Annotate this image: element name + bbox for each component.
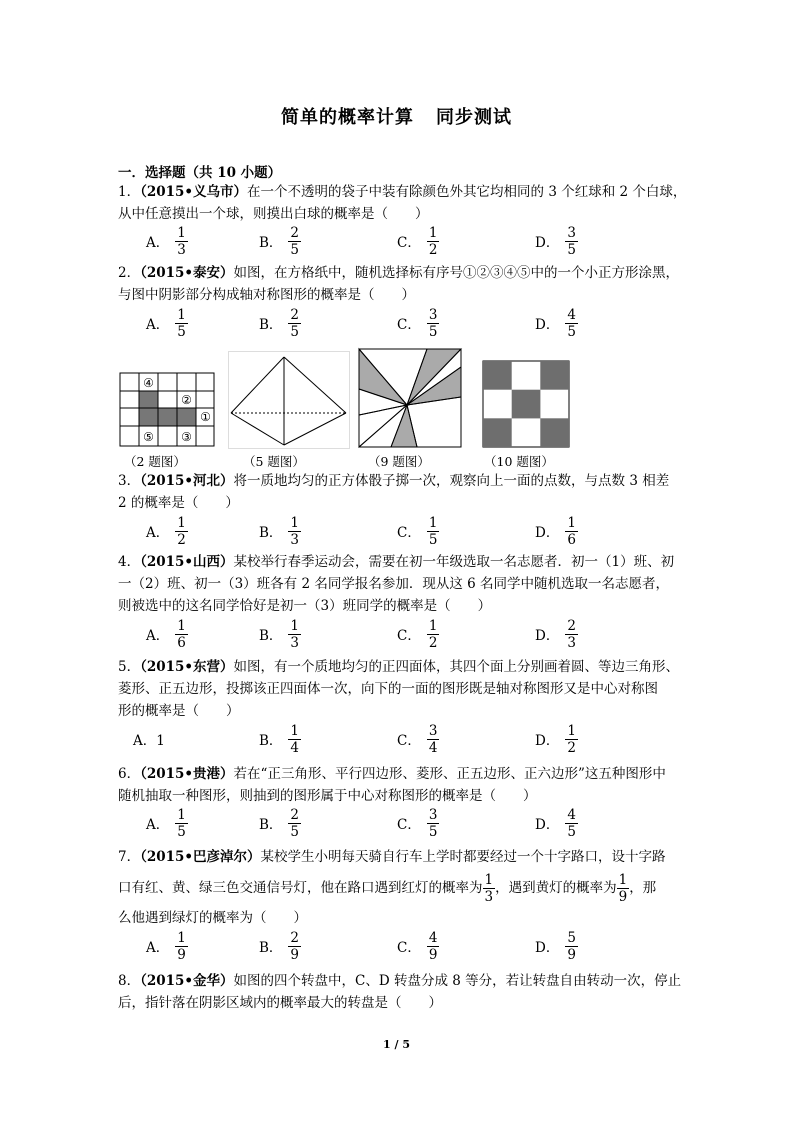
q5-option-a: A．1 (133, 733, 165, 749)
title-main: 简单的概率计算 (281, 107, 414, 128)
q3-option-a: A． $\frac{1}{2}$ (146, 514, 186, 548)
figure-tetrahedron-q5 (228, 351, 350, 449)
question-7-line2: 口有红、黄、绿三色交通信号灯，他在路口遇到红灯的概率为 $\frac{1}{3}$ ，遇到黄灯的概率为 $\frac{1}{9}$ ，那 (118, 871, 657, 905)
q4-option-d: D． $\frac{2}{3}$ (535, 617, 576, 651)
q2-option-b: B． $\frac{2}{5}$ (259, 306, 300, 340)
question-4: 4．（2015•山西）某校举行春季运动会，需要在初一年级选取一名志愿者．初一（1）班、初 一（2）班、初一（3）班各有 2 名同学报名参加．现从这 6 名同学中随机选取一名志愿者， 则被选中的这名同学恰好是初一（3）班同学的概率是（ ） (118, 554, 675, 614)
caption-fig-q10: （10 题图） (484, 454, 554, 469)
q7-option-c: C． $\frac{4}{9}$ (397, 929, 438, 963)
q6-option-c: C． $\frac{3}{5}$ (397, 806, 438, 840)
grid-mark-3: ③ (181, 430, 192, 444)
q5-option-b: B． $\frac{1}{4}$ (259, 722, 300, 756)
yellow-light-fraction: $\frac{1}{9}$ (618, 871, 628, 905)
q4-option-a: A． $\frac{1}{6}$ (146, 617, 186, 651)
grid-mark-4: ④ (143, 376, 154, 390)
caption-fig-q2: （2 题图） (124, 454, 186, 469)
q6-option-b: B． $\frac{2}{5}$ (259, 806, 300, 840)
question-5: 5．（2015•东营）如图，有一个质地均匀的正四面体，其四个面上分别画着圆、等边三角形、 菱形、正五边形，投掷该正四面体一次，向下的一面的图形既是轴对称图形又是中心对称图 形的概率是（ ） (118, 659, 680, 719)
page-number: 1 / 5 (383, 1038, 410, 1051)
q2-option-c: C． $\frac{3}{5}$ (397, 306, 438, 340)
question-6: 6．（2015•贵港）若在“正三角形、平行四边形、菱形、正五边形、正六边形”这五种图形中 随机抽取一种图形，则抽到的图形属于中心对称图形的概率是（ ） (118, 766, 666, 804)
q7-option-b: B． $\frac{2}{9}$ (259, 929, 300, 963)
figure-checker-q10 (481, 359, 571, 449)
title-sub: 同步测试 (436, 107, 512, 128)
page-title (0, 103, 793, 129)
figure-pinwheel-q9 (357, 347, 463, 449)
q7-option-a: A． $\frac{1}{9}$ (146, 929, 186, 963)
q1-option-b: B． $\frac{2}{5}$ (259, 224, 300, 258)
question-7-line3: 么他遇到绿灯的概率为（ ） (118, 910, 307, 926)
q3-option-c: C． $\frac{1}{5}$ (397, 514, 438, 548)
q6-option-a: A． $\frac{1}{5}$ (146, 806, 186, 840)
q1-option-d: D． $\frac{3}{5}$ (535, 224, 576, 258)
question-2: 2．（2015•泰安）如图，在方格纸中，随机选择标有序号①②③④⑤中的一个小正方形涂黑， 与图中阴影部分构成轴对称图形的概率是（ ） (118, 265, 680, 303)
grid-mark-2: ② (181, 393, 192, 407)
grid-mark-5: ⑤ (143, 430, 154, 444)
q7-option-d: D． $\frac{5}{9}$ (535, 929, 576, 963)
q3-option-d: D． $\frac{1}{6}$ (535, 514, 576, 548)
q4-option-c: C． $\frac{1}{2}$ (397, 617, 438, 651)
q5-option-c: C． $\frac{3}{4}$ (397, 722, 438, 756)
question-1: 1．（2015•义乌市）在一个不透明的袋子中装有除颜色外其它均相同的 3 个红球和 2 个白球， 从中任意摸出一个球，则摸出白球的概率是（ ） (118, 184, 687, 222)
grid-mark-1: ① (200, 410, 211, 424)
caption-fig-q5: （5 题图） (243, 454, 305, 469)
q4-option-b: B． $\frac{1}{3}$ (259, 617, 300, 651)
question-8: 8．（2015•金华）如图的四个转盘中，C、D 转盘分成 8 等分，若让转盘自由转动一次，停止 后，指针落在阴影区域内的概率最大的转盘是（ ） (118, 973, 682, 1011)
q5-option-d: D． $\frac{1}{2}$ (535, 722, 576, 756)
figure-grid-q2 (118, 370, 216, 448)
q6-option-d: D． $\frac{4}{5}$ (535, 806, 576, 840)
section-heading: 一．选择题（共 10 小题） (118, 165, 282, 181)
q3-option-b: B． $\frac{1}{3}$ (259, 514, 300, 548)
red-light-fraction: $\frac{1}{3}$ (484, 871, 494, 905)
question-3: 3．（2015•河北）将一质地均匀的正方体骰子掷一次，观察向上一面的点数，与点数 3 相差 2 的概率是（ ） (118, 473, 670, 511)
question-7: 7．（2015•巴彦淖尔）某校学生小明每天骑自行车上学时都要经过一个十字路口，设十字路 (118, 849, 666, 865)
q1-option-a: A． $\frac{1}{3}$ (146, 224, 186, 258)
q2-option-d: D． $\frac{4}{5}$ (535, 306, 576, 340)
caption-fig-q9: （9 题图） (368, 454, 430, 469)
q1-option-c: C． $\frac{1}{2}$ (397, 224, 438, 258)
q2-option-a: A． $\frac{1}{5}$ (146, 306, 186, 340)
